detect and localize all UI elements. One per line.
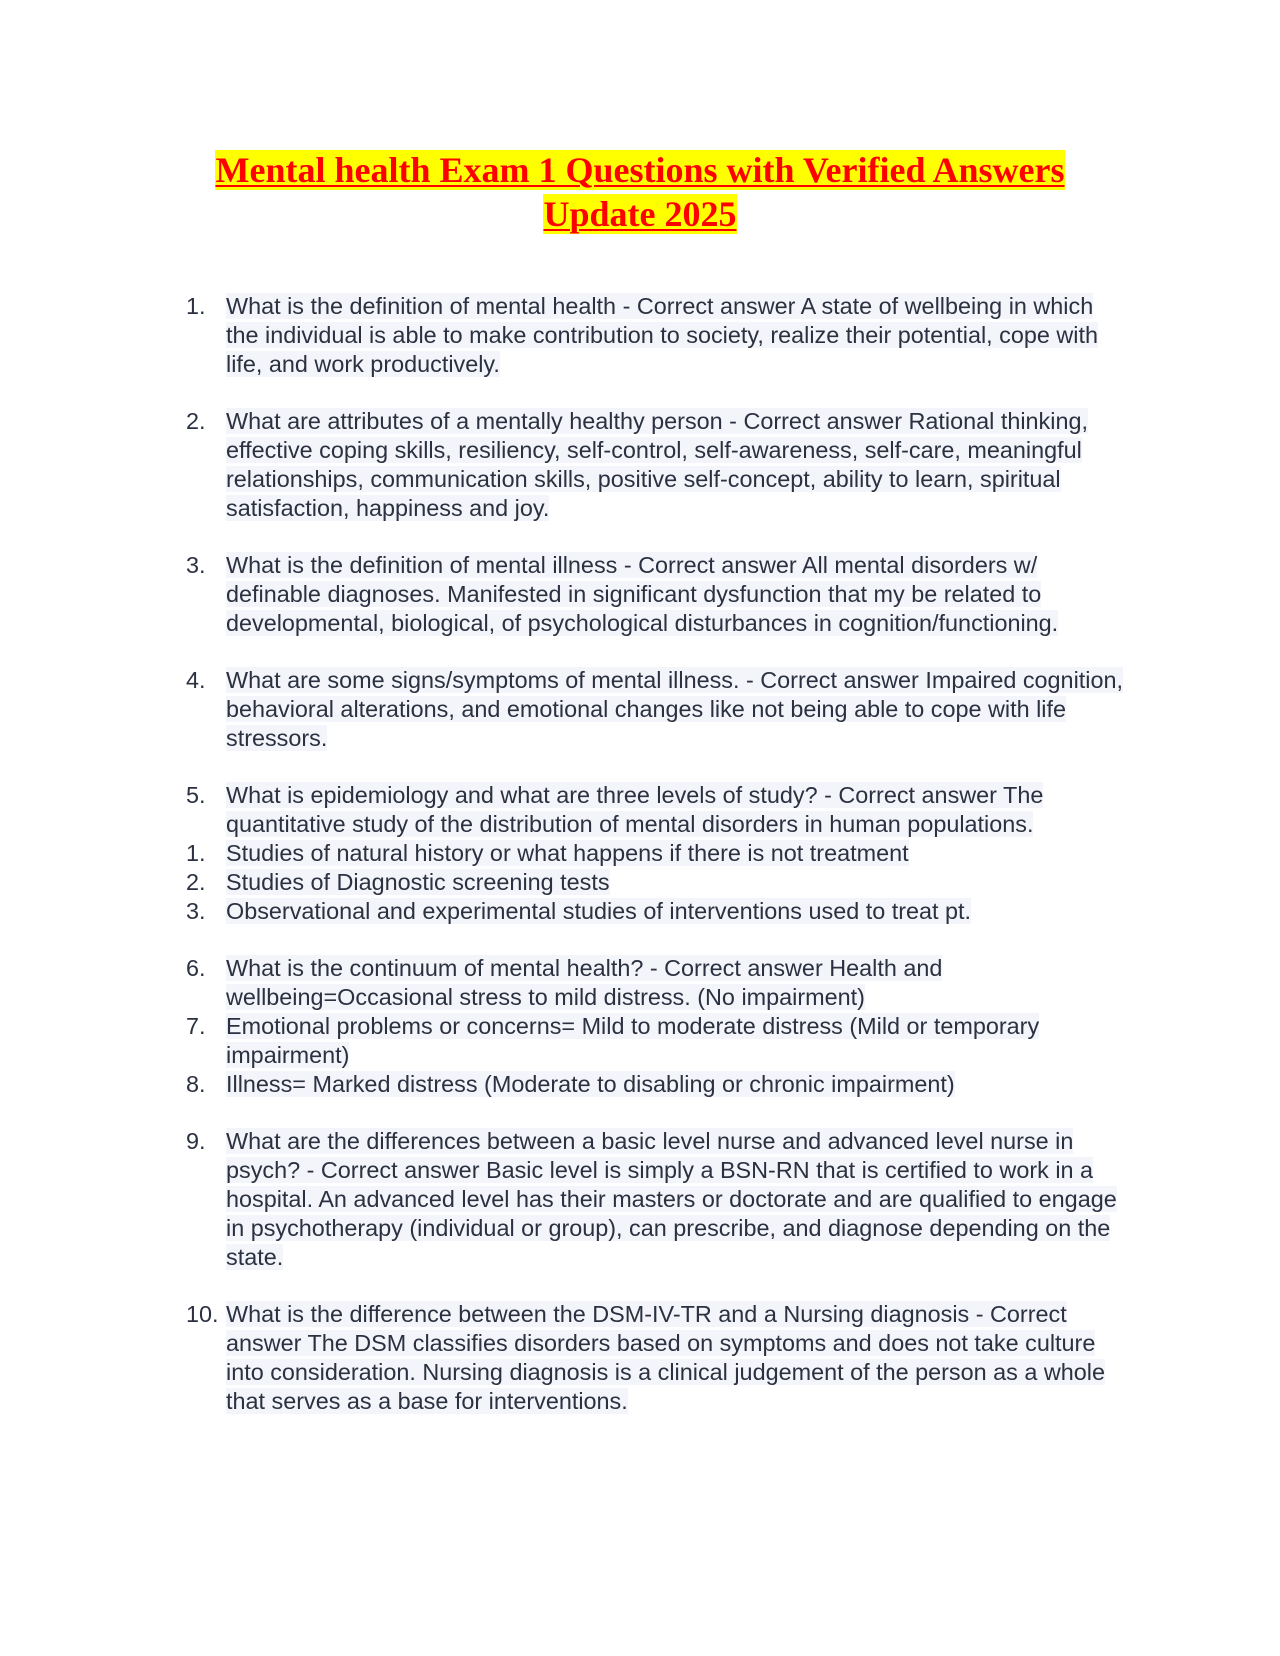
list-item <box>186 1127 1126 1272</box>
item-number: 9. <box>186 1128 206 1154</box>
item-number: 1. <box>186 293 206 319</box>
item-number: 2. <box>186 408 206 434</box>
question-list <box>186 292 1126 1416</box>
item-number: 7. <box>186 1013 206 1039</box>
item-number: 8. <box>186 1071 206 1097</box>
item-text: Illness= Marked distress (Moderate to disabling or chronic impairment) <box>226 1071 955 1097</box>
list-item <box>186 781 1126 839</box>
list-item <box>186 1070 1126 1099</box>
item-number: 4. <box>186 667 206 693</box>
list-item <box>186 954 1126 1012</box>
item-text: What is the difference between the DSM-IV-TR and a Nursing diagnosis - Correct answer The DSM classifies disorders based on symptoms and does not take culture into consideration. Nursing diagnosis is a clinical judgement of the person as a whole that serves as a base for interventions. <box>226 1301 1105 1414</box>
item-number: 2. <box>186 869 206 895</box>
list-item <box>186 897 1126 926</box>
document-title <box>180 148 1100 236</box>
item-number: 3. <box>186 552 206 578</box>
list-item <box>186 868 1126 897</box>
title-line-1: Mental health Exam 1 Questions with Verified Answers <box>215 150 1065 190</box>
item-number: 1. <box>186 840 206 866</box>
item-text: What is epidemiology and what are three levels of study? - Correct answer The quantitative study of the distribution of mental disorders in human populations. <box>226 782 1044 837</box>
item-text: What is the continuum of mental health? - Correct answer Health and wellbeing=Occasional stress to mild distress. (No impairment) <box>226 955 943 1010</box>
list-item <box>186 292 1126 379</box>
list-item <box>186 407 1126 523</box>
item-number: 10. <box>186 1301 219 1327</box>
item-text: Observational and experimental studies of interventions used to treat pt. <box>226 898 972 924</box>
list-item <box>186 839 1126 868</box>
item-text: What is the definition of mental illness - Correct answer All mental disorders w/ definable diagnoses. Manifested in significant dysfunction that my be related to developmental, biological, of psychological disturbances in cognition/functioning. <box>226 552 1059 636</box>
item-text: Studies of Diagnostic screening tests <box>226 869 610 895</box>
list-item <box>186 1012 1126 1070</box>
item-number: 3. <box>186 898 206 924</box>
item-number: 6. <box>186 955 206 981</box>
list-item <box>186 1300 1126 1416</box>
item-number: 5. <box>186 782 206 808</box>
title-line-2: Update 2025 <box>543 194 737 234</box>
item-text: What are attributes of a mentally healthy person - Correct answer Rational thinking, effective coping skills, resiliency, self-control, self-awareness, self-care, meaningful relationships, communication skills, positive self-concept, ability to learn, spiritual satisfaction, happiness and joy. <box>226 408 1088 521</box>
item-text: What are some signs/symptoms of mental illness. - Correct answer Impaired cognition, behavioral alterations, and emotional changes like not being able to cope with life stressors. <box>226 667 1123 751</box>
item-text: What is the definition of mental health - Correct answer A state of wellbeing in which the individual is able to make contribution to society, realize their potential, cope with life, and work productively. <box>226 293 1098 377</box>
item-text: What are the differences between a basic level nurse and advanced level nurse in psych? - Correct answer Basic level is simply a BSN-RN that is certified to work in a hospital. An advanced level has their masters or doctorate and are qualified to engage in psychotherapy (individual or group), can prescribe, and diagnose depending on the state. <box>226 1128 1117 1270</box>
item-text: Emotional problems or concerns= Mild to moderate distress (Mild or temporary impairment) <box>226 1013 1040 1068</box>
list-item <box>186 666 1126 753</box>
list-item <box>186 551 1126 638</box>
item-text: Studies of natural history or what happens if there is not treatment <box>226 840 909 866</box>
